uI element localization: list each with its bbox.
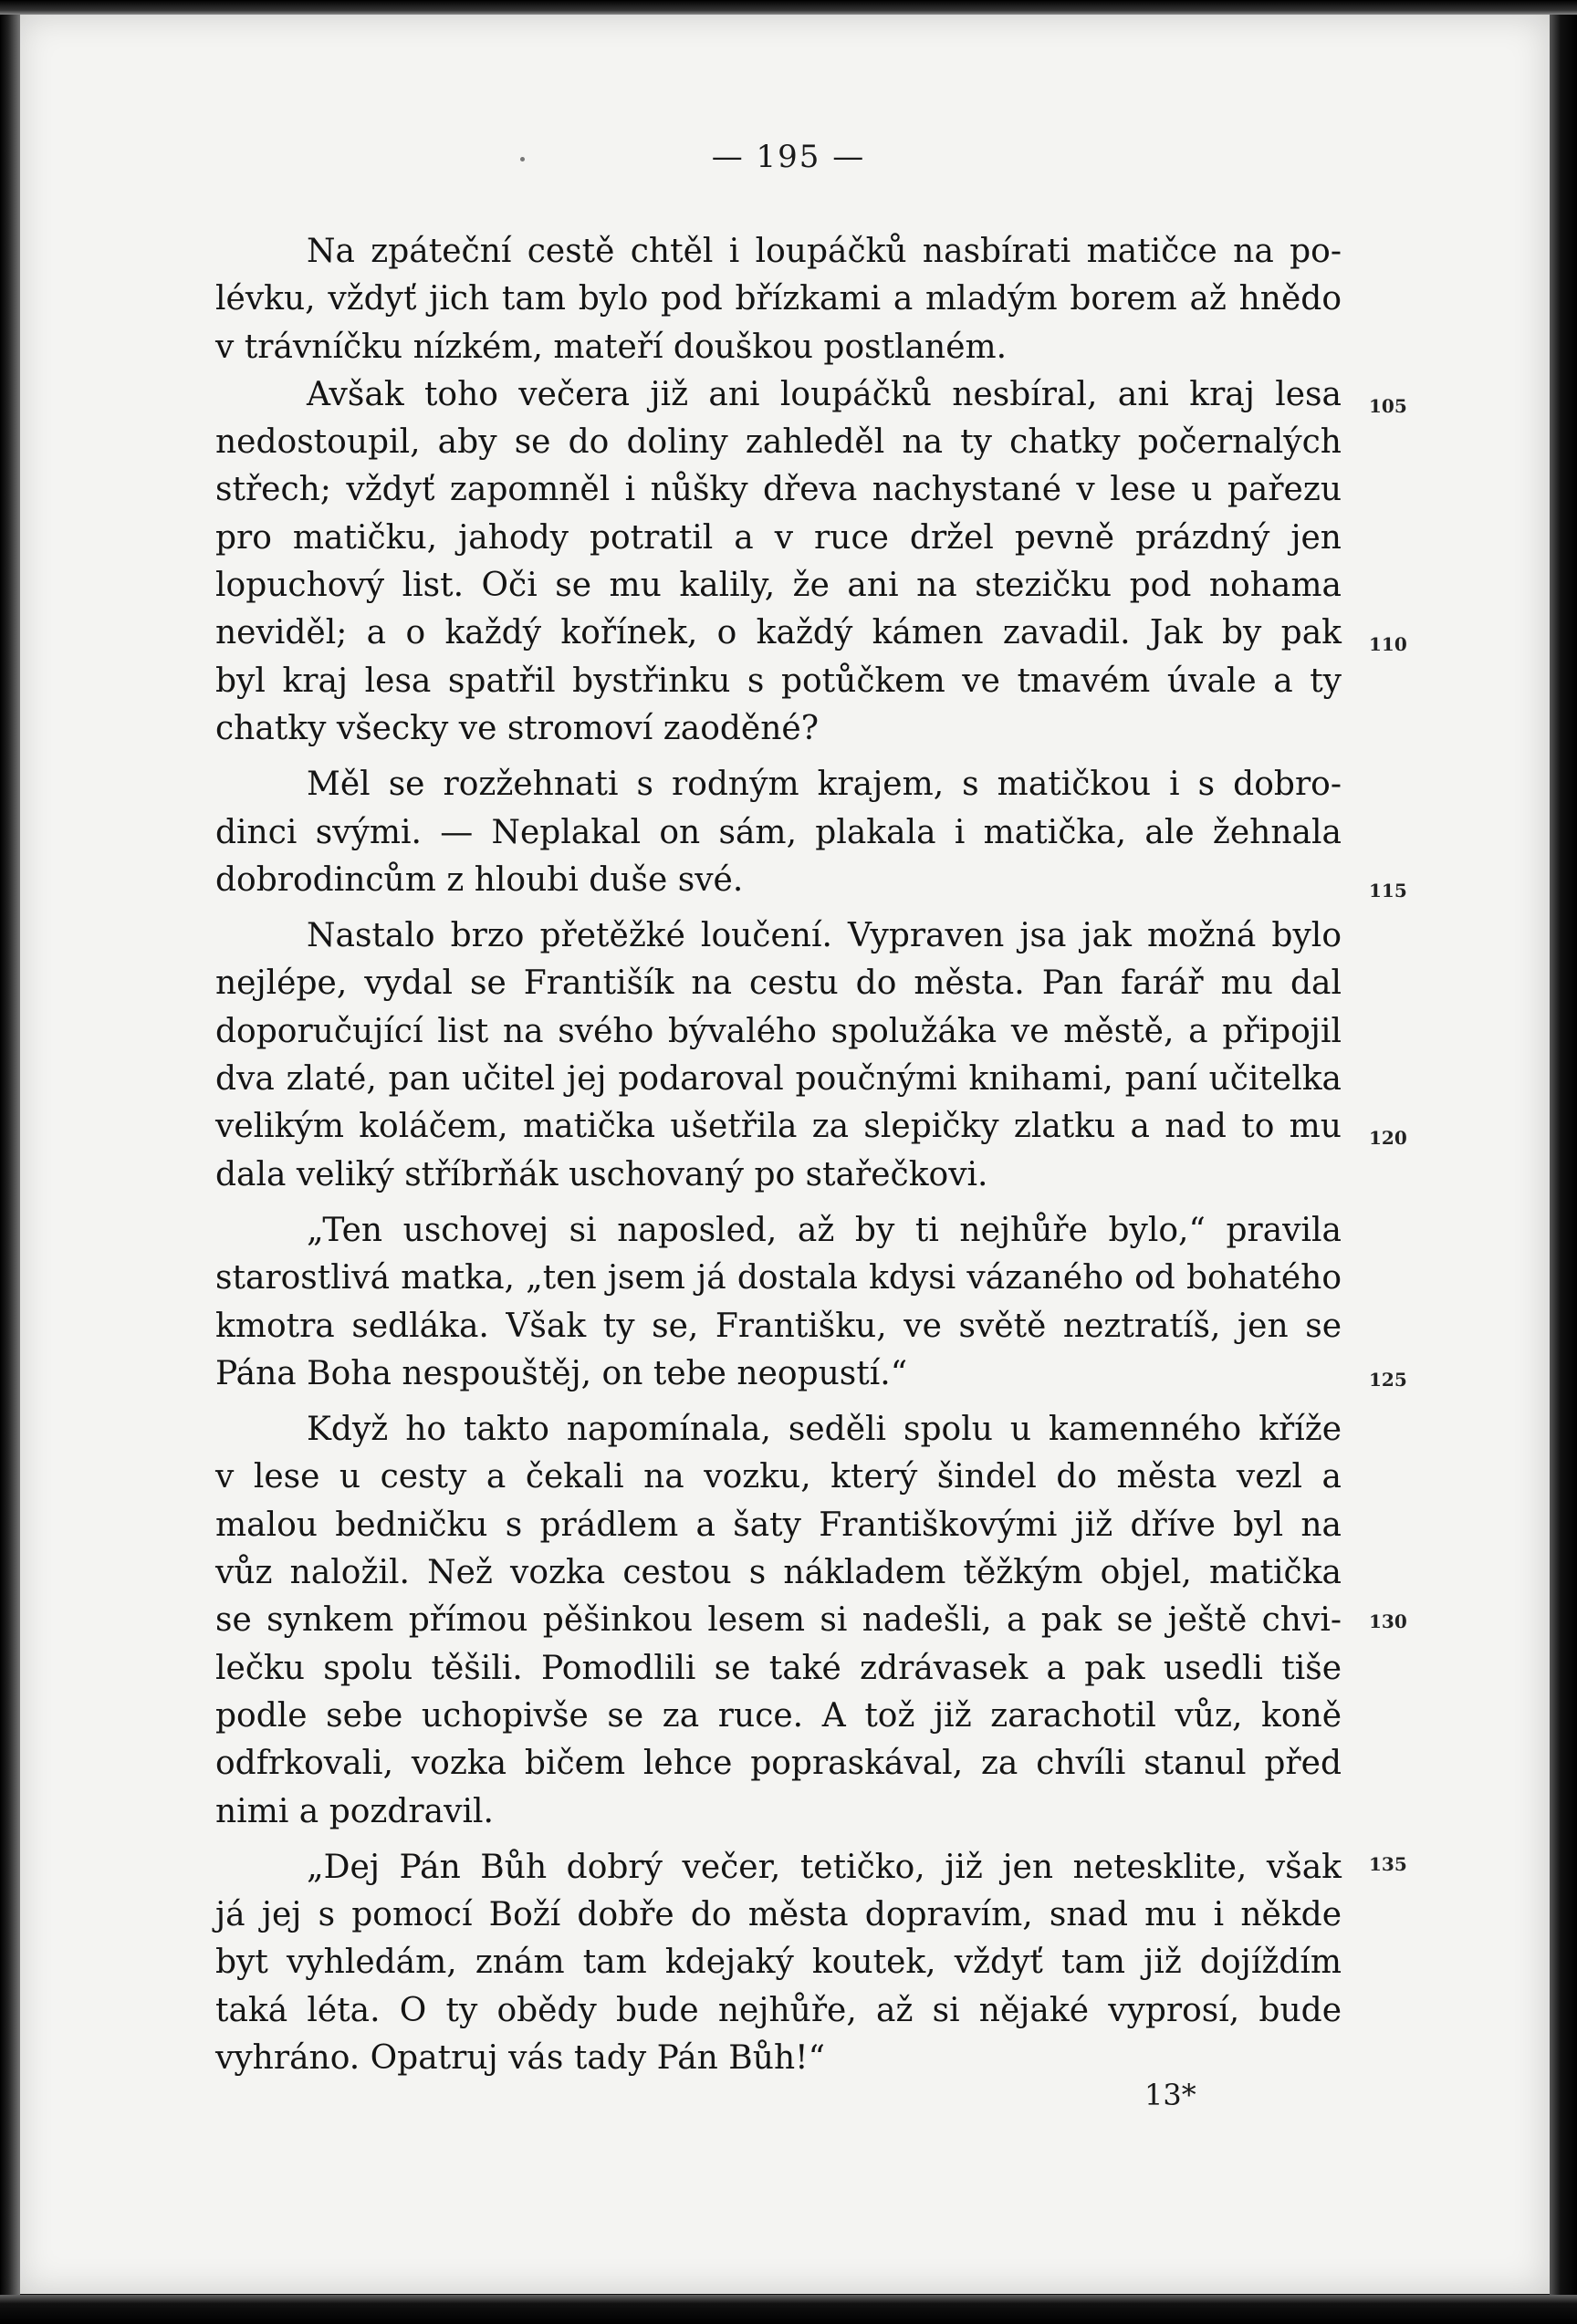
text-line: starostlivá matka, „ten jsem já dostala kdysi vázaného od bohatého [215,1259,1342,1297]
paragraph-gap [215,1398,1342,1406]
scan-right-border [1550,0,1577,2324]
text-line: se synkem přímou pěšinkou lesem si nadešli, a pak se ještě chvi- [215,1601,1342,1640]
text-line: „Dej Pán Bůh dobrý večer, tetičko, již jen netesklite, však [307,1848,1342,1886]
line-number-130: 130 [1369,1610,1407,1632]
text-line: malou bedničku s prádlem a šaty Františkovými již dříve byl na [215,1506,1342,1544]
paragraph-gap [215,904,1342,912]
text-line: Na zpáteční cestě chtěl i loupáčků nasbírati matičce na po- [307,233,1342,270]
scan-top-border [0,0,1577,15]
line-number-135: 135 [1369,1853,1407,1875]
text-line: pro matičku, jahody potratil a v ruce držel pevně prázdný jen [215,518,1342,557]
text-line: Avšak toho večera již ani loupáčků nesbíral, ani kraj lesa [307,375,1342,413]
page-number-header: — 195 — [711,139,866,175]
paragraph-gap [215,753,1342,761]
text-line: lopuchový list. Oči se mu kalily, že ani na stezičku pod nohama [215,567,1342,605]
text-line: neviděl; a o každý kořínek, o každý kámen zavadil. Jak by pak [215,614,1342,652]
scan-bottom-border [0,2295,1577,2324]
text-line: dala veliký stříbrňák uschovaný po stařečkovi. [215,1155,988,1193]
text-line: Pána Boha nespouštěj, on tebe neopustí.“ [215,1354,908,1392]
text-line: taká léta. O ty obědy bude nejhůře, až si nějaké vyprosí, bude [215,1991,1342,2029]
line-number-125: 125 [1369,1369,1407,1391]
text-line: Nastalo brzo přetěžké loučení. Vypraven jsa jak možná bylo [307,917,1342,955]
text-line: Když ho takto napomínala, seděli spolu u kamenného kříže [307,1411,1342,1449]
text-line: byt vyhledám, znám tam kdejaký koutek, vždyť tam již dojíždím [215,1944,1342,1982]
text-line: v lese u cesty a čekali na vozku, který šindel do města vezl a [215,1458,1342,1496]
text-line: byl kraj lesa spatřil bystřinku s potůčkem ve tmavém úvale a ty [215,662,1342,700]
text-line: dinci svými. — Neplakal on sám, plakala i matička, ale žehnala [215,813,1342,851]
text-line: vůz naložil. Než vozka cestou s nákladem těžkým objel, matička [215,1554,1342,1592]
text-line: chatky všecky ve stromoví zaoděné? [215,709,820,747]
text-line: „Ten uschovej si naposled, až by ti nejhůře bylo,“ pravila [307,1211,1342,1249]
text-line: velikým koláčem, matička ušetřila za slepičky zlatku a nad to mu [215,1108,1342,1146]
text-line: odfrkovali, vozka bičem lehce popraskával, za chvíli stanul před [215,1745,1342,1783]
text-line: vyhráno. Opatruj vás tady Pán Bůh!“ [215,2038,826,2077]
scan-left-border [0,0,20,2324]
paragraph-gap [215,1199,1342,1207]
paragraph-gap [215,1836,1342,1844]
text-line: v trávníčku nízkém, mateří douškou postlaném. [215,328,1008,366]
line-number-105: 105 [1369,395,1407,417]
text-line: nejlépe, vydal se Františík na cestu do města. Pan farář mu dal [215,964,1342,1003]
text-line: doporučující list na svého bývalého spolužáka ve městě, a připojil [215,1012,1342,1050]
text-line: já jej s pomocí Boží dobře do města dopravím, snad mu i někde [215,1896,1342,1934]
line-number-110: 110 [1369,633,1407,655]
text-line: dva zlaté, pan učitel jej podaroval poučnými knihami, paní učitelka [215,1060,1342,1099]
text-line: dobrodincům z hloubi duše své. [215,860,744,899]
body-text [215,228,1342,2082]
text-line: nedostoupil, aby se do doliny zahleděl na ty chatky počernalých [215,423,1342,462]
text-line: lečku spolu těšili. Pomodlili se také zdrávasek a pak usedli tiše [215,1649,1342,1687]
line-number-120: 120 [1369,1127,1407,1149]
text-line: lévku, vždyť jich tam bylo pod břízkami a mladým borem až hnědo [215,280,1342,318]
text-line: Měl se rozžehnati s rodným krajem, s matičkou i s dobro- [307,766,1342,804]
text-line: kmotra sedláka. Však ty se, Františku, ve světě neztratíš, jen se [215,1307,1342,1345]
text-line: střech; vždyť zapomněl i nůšky dřeva nachystané v lese u pařezu [215,471,1342,509]
printer-signature-mark: 13* [1144,2078,1196,2112]
line-number-115: 115 [1369,880,1407,901]
text-line: nimi a pozdravil. [215,1792,494,1830]
text-line: podle sebe uchopivše se za ruce. A tož již zarachotil vůz, koně [215,1696,1342,1735]
